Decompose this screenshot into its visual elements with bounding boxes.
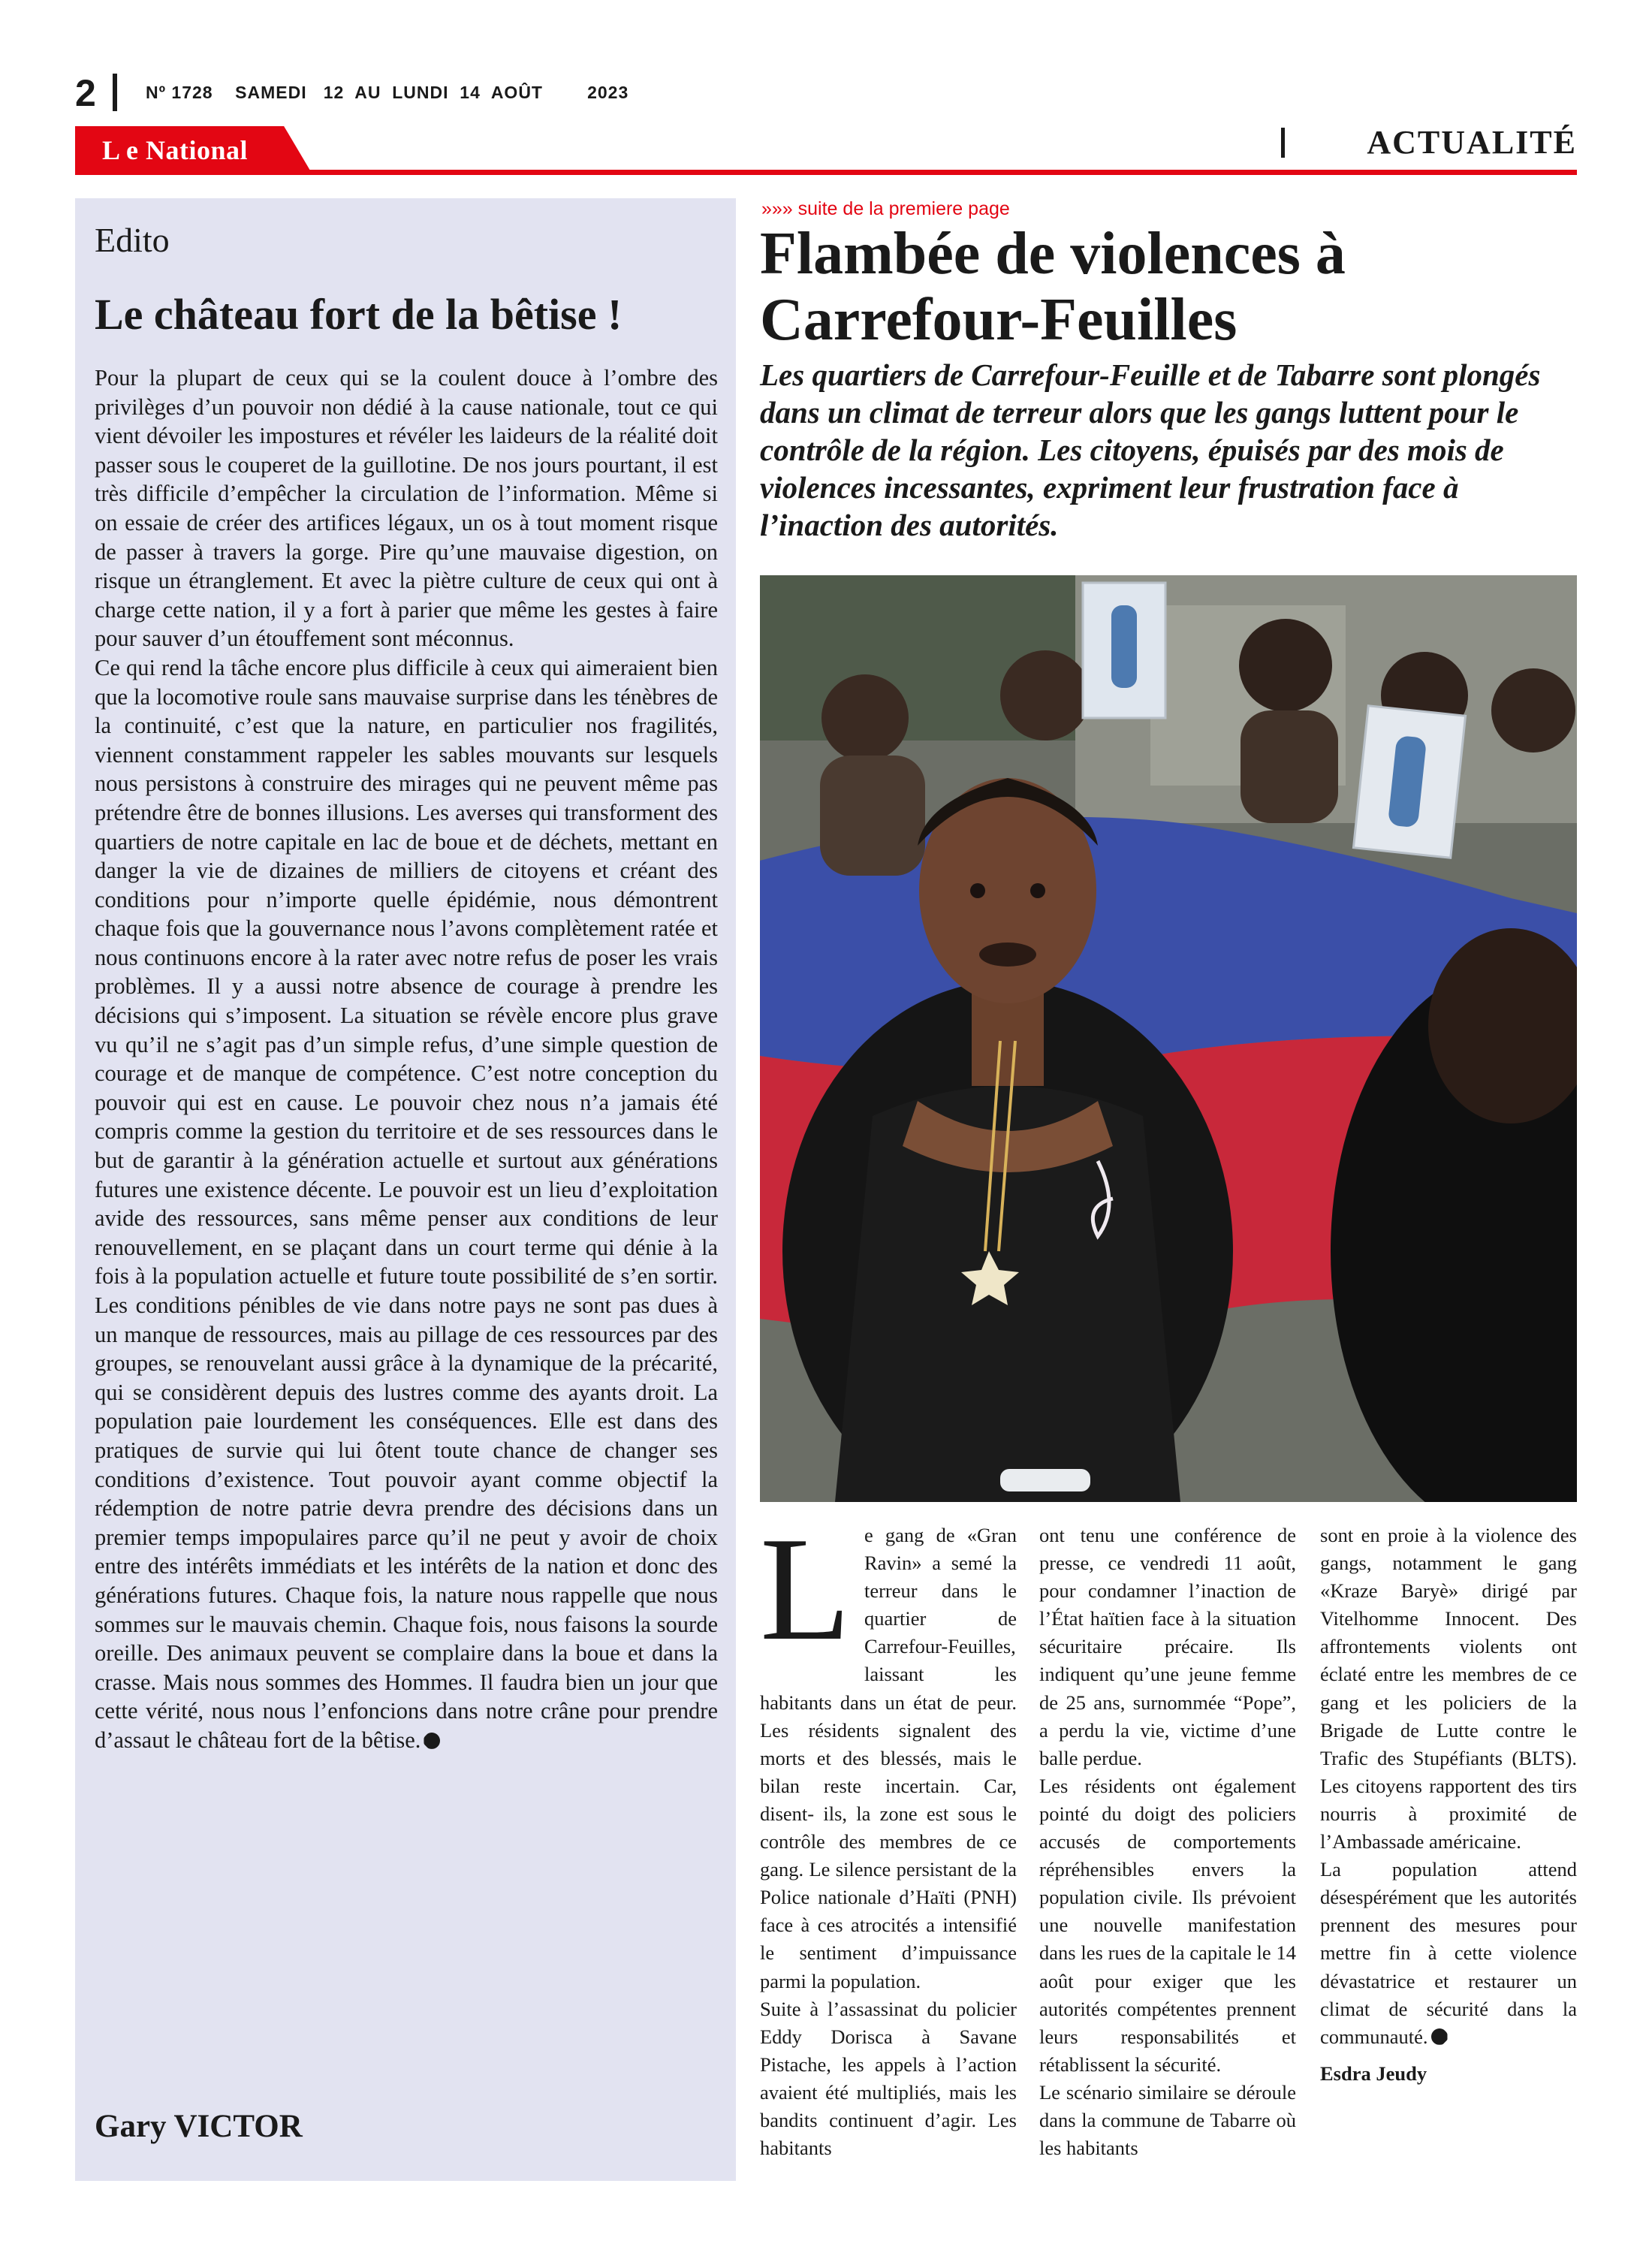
issue-date-line: Nº 1728 SAMEDI 12 AU LUNDI 14 AOÛT 2023 (146, 83, 629, 102)
page-number-divider (113, 74, 117, 111)
editorial-label: Edito (95, 221, 170, 259)
article-column-1-text: e gang de «Gran Ravin» a semé la terreur dans le quartier de Carrefour-Feuilles, laissant les habitants dans un état de peur. Les résidents signalent des morts et des blessés, mais le bilan reste incertain. Car, disent- ils, la zone est sous le contrôle des membres de ce gang. Le silence persistant de la Police nationale d’Haïti (PNH) face à ces atrocités a intensifié le sentiment d’impuissance parmi la population. Suite à l’assassinat du policier Eddy Dorisca à Savane Pistache, les appels à l’action avaient été multipliés, mais les bandits continuent d’agir. Les habitants (760, 1524, 1017, 2160)
editorial-author: Gary VICTOR (95, 2109, 303, 2144)
article-column-3-text: sont en proie à la violence des gangs, notamment le gang «Kraze Baryè» dirigé par Vitelhomme Innocent. Des affrontements violents ont éclaté entre les membres de ce gang et les policiers de la Brigade de Lutte contre le Trafic des Stupéfiants (BLTS). Les citoyens rapportent des tirs nourris à proximité de l’Ambassade américaine. La population attend désespérément que les autorités prennent des mesures pour mettre fin à cette violence dévastatrice et restaurer un climat de sécurité dans la communauté. (1320, 1524, 1577, 2048)
page-header (75, 72, 1577, 114)
section-divider (1281, 128, 1285, 158)
section-title: ACTUALITÉ (1367, 124, 1577, 161)
editorial-body (95, 363, 718, 1755)
newspaper-name: L e National (102, 135, 249, 165)
editorial-text: Pour la plupart de ceux qui se la coulent douce à l’ombre des privilèges d’un pouvoir non dédié à la cause nationale, tout ce qui vient dévoiler les impostures et révéler les laideurs de la réalité doit passer sous le couperet de la guillotine. De nos jours pourtant, il est très difficile d’empêcher la circulation de l’information. Même si on essaie de créer des artifices légaux, un os à tout moment risque de passer à travers la gorge. Pire qu’une mauvaise digestion, on risque un étranglement. Et avec la piètre culture de ceux qui ont à charge cette nation, il y a fort à parier que même les gestes à faire pour sauver d’un étouffement sont méconnus. Ce qui rend la tâche encore plus difficile à ceux qui aimeraient bien que la locomotive roule sans mauvaise surprise dans les ténèbres de la continuité, c’est que la nature, en particulier nos fragilités, viennent constamment rappeler les sables mouvants sur lesquels nous persistons à construire des mirages qui ne peuvent même pas prétendre être de bonnes illusions. Les averses qui transforment des quartiers de notre capitale en lac de boue et de déchets, mettant en danger la vie de dizaines de milliers de citoyens et créant des conditions pour n’importe quelle épidémie, nous démontrent chaque fois que la gouvernance nous l’avons complètement ratée et nous continuons encore à la rater avec notre refus de poser les vrais problèmes. Il y a aussi notre absence de courage à prendre les décisions qui s’imposent. La situation se révèle encore plus grave vu qu’il ne s’agit pas d’un simple refus, d’une simple question de courage et de manque de compétence. C’est notre conception du pouvoir qui est en cause. Le pouvoir chez nous n’a jamais été compris comme la gestion du territoire et de ses ressources dans le but de garantir à la génération actuelle et surtout aux générations futures une existence décente. Le pouvoir est un lieu d’exploitation avide des ressources, sans même penser aux conditions de leur renouvellement, en se plaçant dans un court terme qui dénie à la fois à la population actuelle et future toute possibilité de s’en sortir. Les conditions pénibles de vie dans notre pays ne sont pas dues à un manque de ressources, mais au pillage de ces ressources par des groupes, se renouvelant aussi grâce à la dynamique de la précarité, qui se considèrent depuis des lustres comme des ayants droit. La population paie lourdement les conséquences. Elle est dans des pratiques de survie qui lui ôtent toute chance de changer ses conditions d’existence. Tout pouvoir ayant comme objectif la rédemption de notre patrie devra prendre des décisions dans un premier temps impopulaires parce qu’il ne peut y avoir de choix entre des intérêts immédiats et les intérêts de la nation et donc des générations futures. Chaque fois, la nature nous rappelle que nous sommes sur le mauvais chemin. Chaque fois, nous faisons la sourde oreille. Des animaux peuvent se complaire dans la boue et dans la crasse. Mais nous sommes des Hommes. Il faudra bien un jour que cette vérité, nous nous l’enfoncions dans notre crâne pour prendre d’assaut le château fort de la bêtise. (95, 365, 718, 1753)
editorial-title: Le château fort de la bêtise ! (95, 290, 623, 339)
article-headline: Flambée de violences à Carrefour-Feuilles (760, 221, 1346, 353)
end-mark-icon (1431, 2028, 1448, 2045)
page-number: 2 (75, 72, 96, 114)
continued-from-kicker: »»» suite de la premiere page (761, 198, 1010, 219)
article-column-3 (1320, 1522, 1577, 2088)
article-byline: Esdra Jeudy (1320, 2061, 1427, 2085)
header-red-rule (75, 170, 1577, 175)
protest-photo-illustration (760, 575, 1577, 1502)
article-column-1 (760, 1507, 1017, 2162)
dropcap-letter: L (760, 1507, 851, 1671)
article-photo (760, 575, 1577, 1502)
article-column-2: ont tenu une conférence de presse, ce vendredi 11 août, pour condamner l’inaction de l’État haïtien face à la situation sécuritaire précaire. Ils indiquent qu’une jeune femme de 25 ans, surnommée “Pope”, a perdu la vie, victime d’une balle perdue. Les résidents ont également pointé du doigt des policiers accusés de comportements répréhensibles envers la population civile. Ils prévoient une nouvelle manifestation dans les rues de la capitale le 14 août pour exiger que les autorités compétentes prennent leurs responsabilités et rétablissent la sécurité. Le scénario similaire se déroule dans la commune de Tabarre où les habitants (1039, 1524, 1296, 2160)
end-mark-icon (424, 1733, 440, 1749)
article-deck: Les quartiers de Carrefour-Feuille et de Tabarre sont plongés dans un climat de terreur alors que les gangs luttent pour le contrôle de la région. Les citoyens, épuisés par des mois de violences incessantes, expriment leur frustration face à l’inaction des autorités. (760, 357, 1541, 542)
